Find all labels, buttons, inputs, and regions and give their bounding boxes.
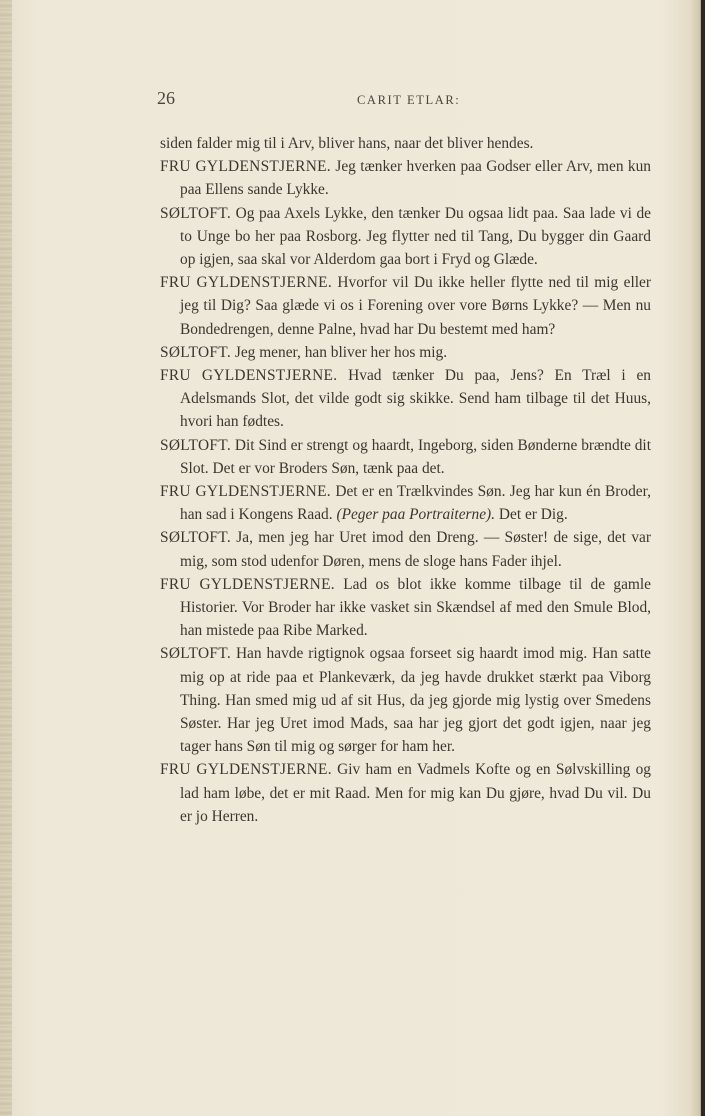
paragraph: [160, 573, 651, 643]
paragraph-text: Han havde rigtignok ogsaa forseet sig haardt imod mig. Han satte mig op at ride paa et Plankeværk, da jeg havde drukket stærkt paa Viborg Thing. Han smed mig ud af sit Hus, da jeg gjorde mig lystig over Smedens Søster. Har jeg Uret imod Mads, saa har jeg gjort det godt igjen, naar jeg tager hans Søn til mig og sørger for ham her.: [180, 645, 651, 756]
page-right-shadow: [701, 0, 705, 1116]
paragraph: [160, 202, 651, 272]
paragraph: [160, 341, 651, 364]
paragraph-text: Lad os blot ikke komme tilbage til de gamle Historier. Vor Broder har ikke vasket sin Skændsel af med den Smule Blod, han mistede paa Ribe Marked.: [180, 575, 651, 640]
speaker-name: FRU GYLDENSTJERNE.: [160, 158, 331, 176]
paragraph: [160, 132, 651, 155]
paragraph-text: Hvorfor vil Du ikke heller flytte ned til mig eller jeg til Dig? Saa glæde vi os i Forening over vore Børns Lykke? — Men nu Bondedrengen, denne Palne, hvad har Du bestemt med ham?: [180, 274, 651, 338]
paragraph: [160, 434, 651, 480]
paragraph-text: Og paa Axels Lykke, den tænker Du ogsaa lidt paa. Saa lade vi de to Unge bo her paa Rosborg. Jeg flytter ned til Tang, Du bygger din Gaard op igjen, saa skal vor Alderdom gaa bort i Fryd og Glæde.: [180, 204, 651, 269]
speaker-name: FRU GYLDENSTJERNE.: [160, 575, 335, 593]
speaker-name: SØLTOFT.: [160, 343, 231, 361]
paragraph-text: Giv ham en Vadmels Kofte og en Sølvskilling og lad ham løbe, det er mit Raad. Men for mig kan Du gjøre, hvad Du vil. Du er jo Herren.: [180, 761, 651, 825]
speaker-name: FRU GYLDENSTJERNE.: [160, 761, 332, 779]
paragraph: [160, 271, 651, 341]
running-head: CARIT ETLAR:: [357, 93, 461, 107]
paragraph: [160, 758, 651, 828]
speaker-name: FRU GYLDENSTJERNE.: [160, 367, 338, 385]
speaker-name: SØLTOFT.: [160, 204, 231, 222]
paragraph-text-after: Det er Dig.: [498, 506, 568, 524]
paragraph-text: Jeg mener, han bliver her hos mig.: [234, 343, 448, 361]
paragraph: [160, 526, 651, 572]
page-number: 26: [157, 88, 175, 108]
paragraph-text: Det er en Trælkvindes Søn. Jeg har kun én Broder, han sad i Kongens Raad.: [180, 483, 651, 524]
speaker-name: FRU GYLDENSTJERNE.: [160, 274, 332, 292]
paragraph: [160, 642, 651, 758]
paragraph-text: Dit Sind er strengt og haardt, Ingeborg, siden Bønderne brændte dit Slot. Det er vor Broders Søn, tænk paa det.: [180, 436, 651, 477]
speaker-name: SØLTOFT.: [160, 645, 231, 663]
paragraph: [160, 364, 651, 434]
paragraph-text: Ja, men jeg har Uret imod den Dreng. — Søster! de sige, det var mig, som stod udenfor Døren, mens de sloge hans Fader ihjel.: [180, 529, 651, 570]
paragraph-text: Jeg tænker hverken paa Godser eller Arv, men kun paa Ellens sande Lykke.: [180, 158, 652, 199]
page-left-edge: [0, 0, 12, 1116]
body-text: [160, 132, 651, 828]
stage-direction: (Peger paa Portraiterne).: [336, 506, 496, 524]
paragraph: [160, 480, 651, 526]
page-header: [157, 88, 651, 114]
speaker-name: FRU GYLDENSTJERNE.: [160, 483, 331, 501]
paragraph-text: Hvad tænker Du paa, Jens? En Træl i en Adelsmands Slot, det vilde godt sig skikke. Send ham tilbage til det Huus, hvori han fødtes.: [180, 367, 651, 431]
speaker-name: SØLTOFT.: [160, 436, 231, 454]
paragraph-text: siden falder mig til i Arv, bliver hans, naar det bliver hendes.: [160, 135, 534, 152]
paragraph: [160, 155, 651, 201]
speaker-name: SØLTOFT.: [160, 529, 231, 547]
